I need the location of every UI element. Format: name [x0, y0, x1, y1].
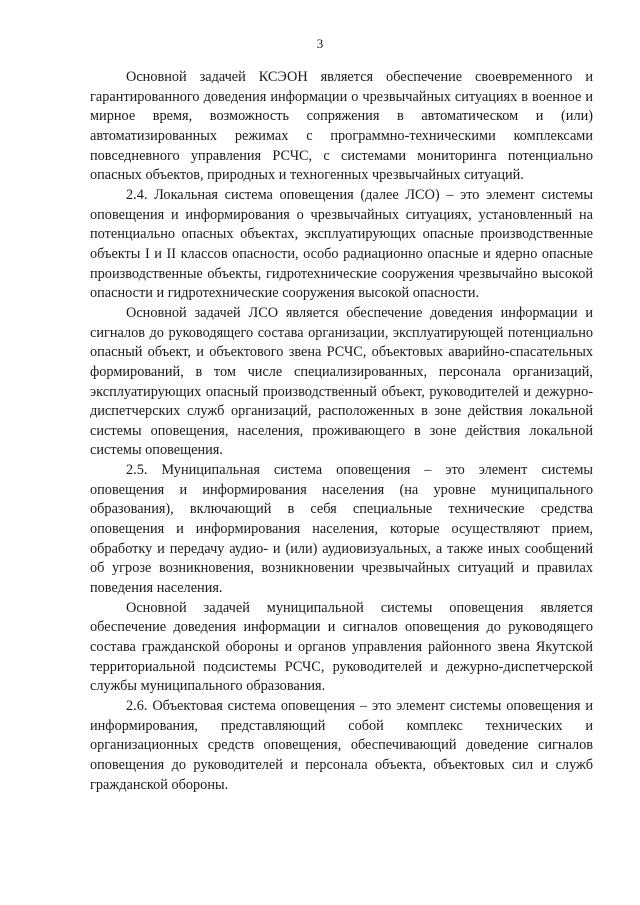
paragraph-municipal-task: Основной задачей муниципальной системы оповещения является обеспечение доведения информации и сигналов оповещения до руководящего состава гражданской обороны и органов управления районного звена Якутской территориальной подсистемы РСЧС, руководителей и дежурно-диспетчерской службы муниципального образования.: [90, 599, 593, 695]
paragraph-kseon-task: Основной задачей КСЭОН является обеспечение своевременного и гарантированного доведения информации о чрезвычайных ситуациях в военное и мирное время, возможность сопряжения в автоматическом и (или) автоматизированных режимах с программно-техническими комплексами повседневного управления РСЧС, с системами мониторинга потенциально опасных объектов, природных и техногенных чрезвычайных ситуаций.: [90, 69, 593, 184]
paragraph-2-4-lso: 2.4. Локальная система оповещения (далее ЛСО) – это элемент системы оповещения и информирования о чрезвычайных ситуациях, установленный на потенциально опасных объектах, эксплуатирующих опасные производственные объекты I и II классов опасности, особо радиационно опасные и ядерно опасные производственные объекты, гидротехнические сооружения чрезвычайно высокой опасности и гидротехнические сооружения высокой опасности.: [90, 186, 593, 302]
page-number: 3: [316, 36, 324, 51]
document-body: [90, 68, 593, 795]
paragraph-lso-task: Основной задачей ЛСО является обеспечение доведения информации и сигналов до руководящего состава организации, эксплуатирующей потенциально опасный объект, и объектового звена РСЧС, объектовых аварийно-спасательных формирований, в том числе специализированных, персонала организаций, эксплуатирующих опасный производственный объект, руководителей и дежурно-диспетчерских служб организаций, расположенных в зоне действия локальной системы оповещения, населения, проживающего в зоне действия локальной системы оповещения.: [90, 304, 593, 459]
paragraph-2-5-municipal: 2.5. Муниципальная система оповещения – это элемент системы оповещения и информирования населения (на уровне муниципального образования), включающий в себя специальные технические средства оповещения и информирования населения, которые осуществляют прием, обработку и передачу аудио- и (или) аудиовизуальных, а также иных сообщений об угрозе возникновения, возникновении чрезвычайных ситуаций и правилах поведения населения.: [90, 462, 593, 597]
paragraph-2-6-object: 2.6. Объектовая система оповещения – это элемент системы оповещения и информирования, представляющий собой комплекс технических и организационных средств оповещения, обеспечивающий доведение сигналов оповещения до руководителей и персонала объекта, объектовых сил и служб гражданской обороны.: [90, 698, 593, 793]
